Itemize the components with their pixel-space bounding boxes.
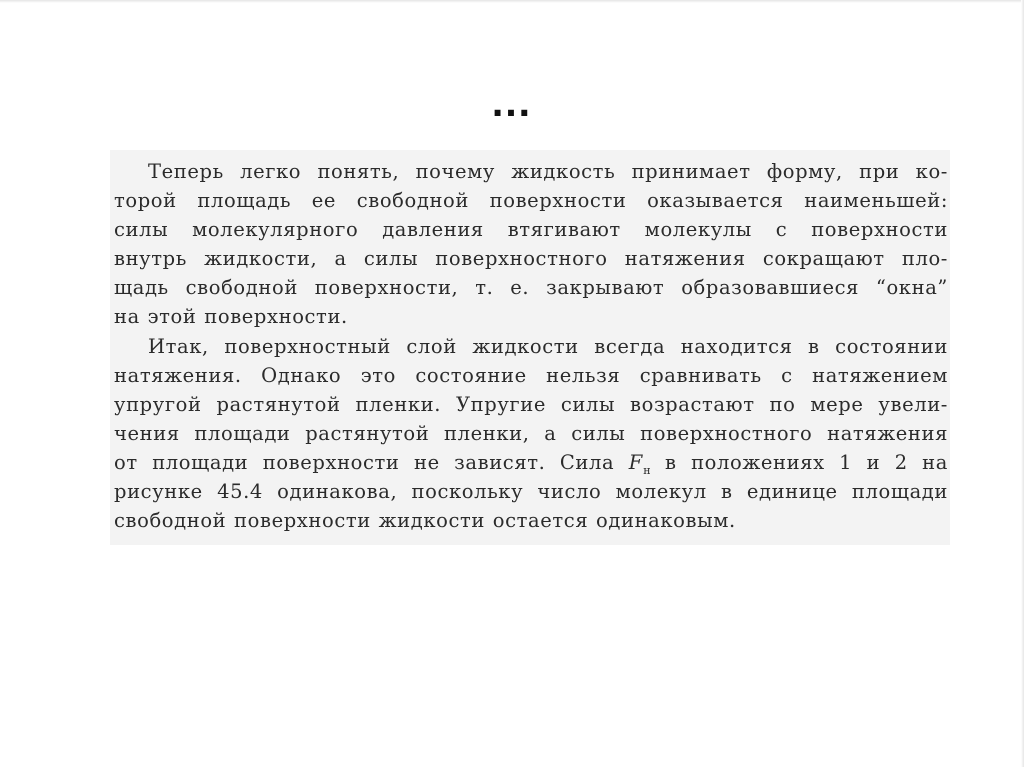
text-line: торой площадь ее свободной поверхности оказывается наименьшей:: [114, 189, 948, 213]
text-line-with-formula: [114, 448, 948, 477]
slide-top-edge: [0, 0, 1024, 3]
slide-title: …: [490, 78, 534, 125]
text-line: Теперь легко понять, почему жидкость принимает форму, при ко-: [148, 160, 948, 183]
force-symbol-letter: F: [628, 450, 643, 474]
text-line: силы молекулярного давления втягивают молекулы с поверхности: [114, 218, 948, 242]
text-line: чения площади растянутой пленки, а силы поверхностного натяжения: [114, 421, 948, 445]
paragraph-2: [114, 332, 948, 536]
line-text-after-symbol: в положениях 1 и 2 на: [665, 450, 948, 474]
text-line: свободной поверхности жидкости остается одинаковым.: [114, 509, 736, 533]
text-line: Итак, поверхностный слой жидкости всегда находится в состоянии: [148, 334, 948, 358]
text-line: упругой растянутой пленки. Упругие силы возрастают по мере увели-: [114, 392, 948, 416]
text-line: натяжения. Однако это состояние нельзя сравнивать с натяжением: [114, 363, 948, 387]
force-subscript: н: [643, 463, 651, 477]
text-line: рисунке 45.4 одинакова, поскольку число молекул в единице площади: [114, 480, 948, 504]
paragraph-1: [114, 157, 948, 332]
force-symbol: [628, 450, 651, 477]
scanned-text-block: [114, 157, 948, 535]
text-line: внутрь жидкости, а силы поверхностного натяжения сокращают пло-: [114, 247, 948, 271]
text-line: щадь свободной поверхности, т. е. закрывают образовавшиеся “окна”: [114, 276, 948, 300]
line-text-before-symbol: от площади поверхности не зависят. Сила: [114, 450, 615, 474]
text-line: на этой поверхности.: [114, 305, 348, 329]
